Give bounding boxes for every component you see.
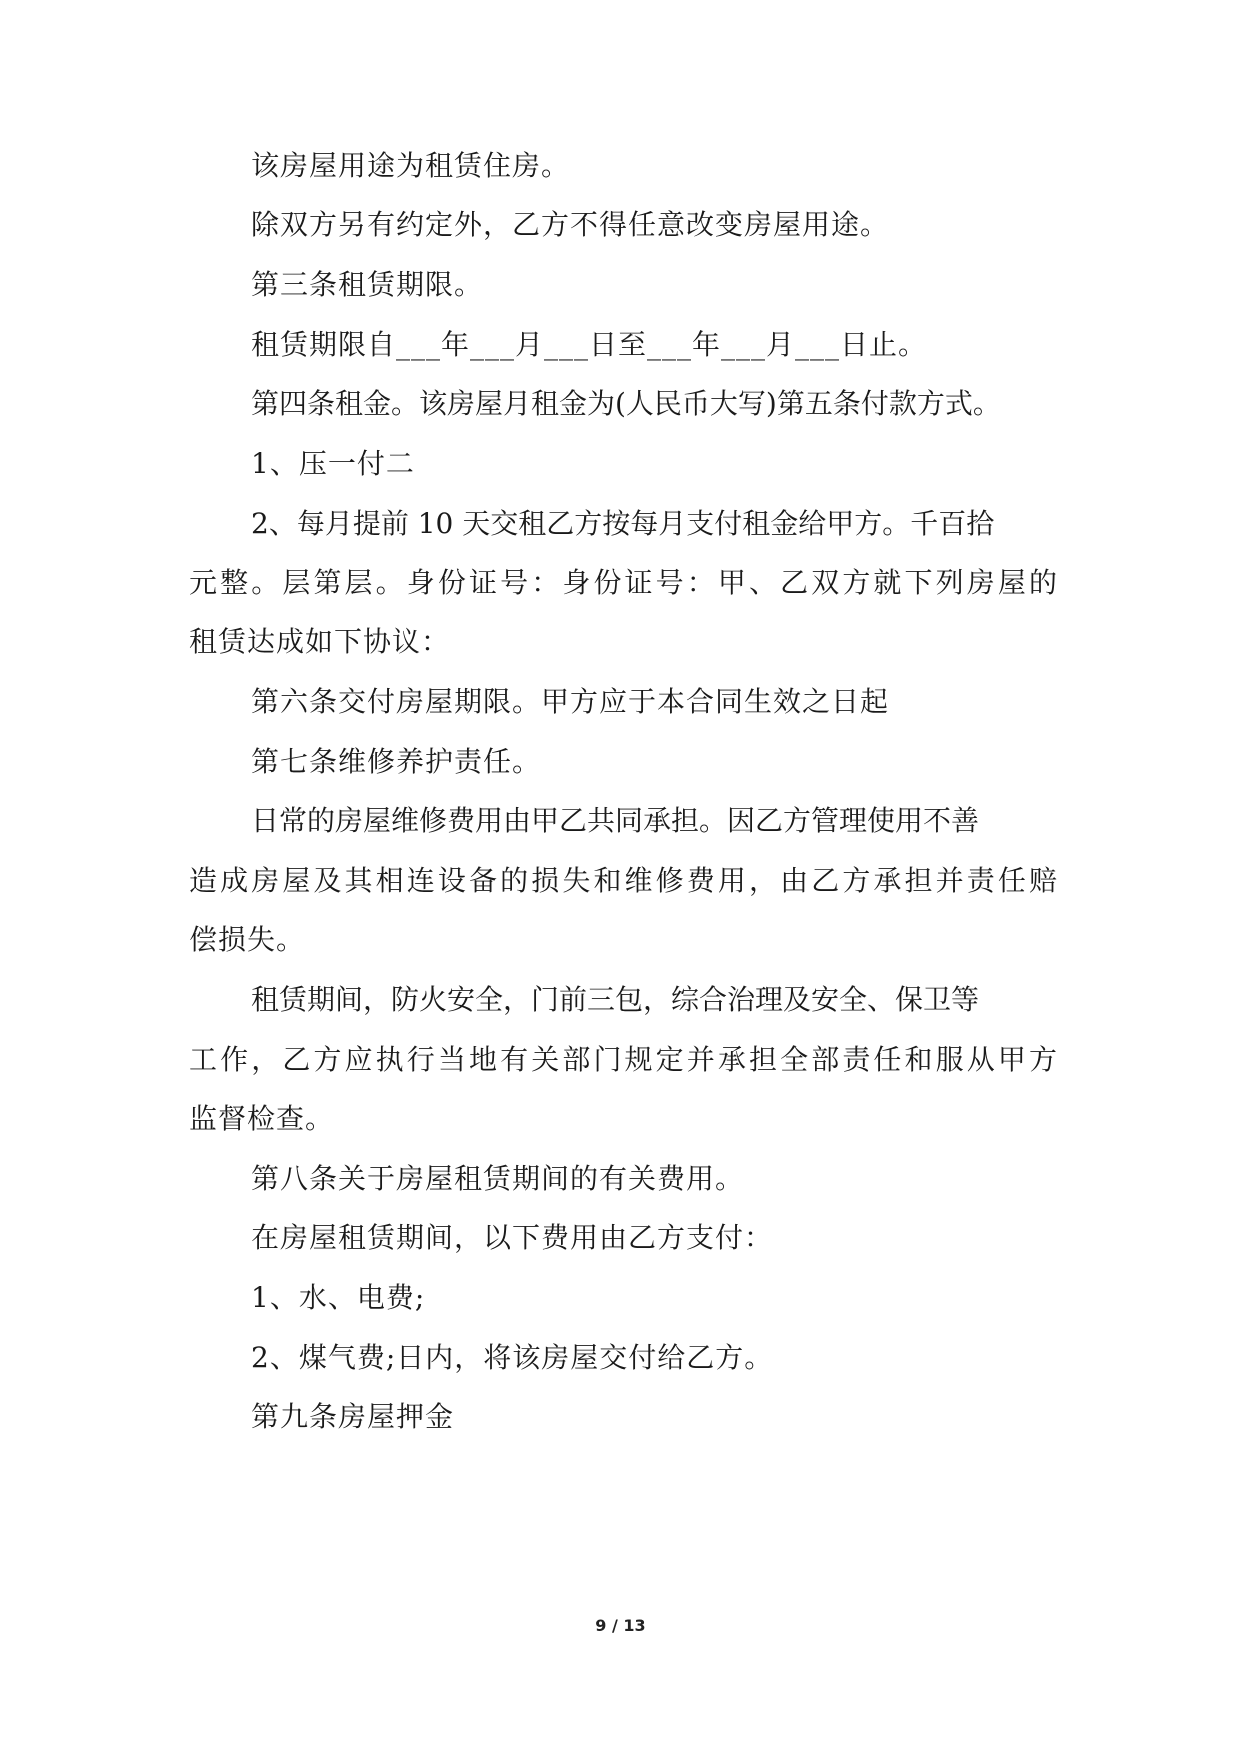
paragraph-line [0, 682, 1241, 722]
line-text: 除双方另有约定外，乙方不得任意改变房屋用途。 [251, 208, 890, 241]
line-text: 租赁期间，防火安全，门前三包，综合治理及安全、保卫等 [251, 983, 980, 1016]
line-text: 第七条维修养护责任。 [251, 745, 542, 778]
line-text: 第三条租赁期限。 [251, 268, 484, 301]
paragraph-line [0, 801, 1241, 841]
paragraph-line [0, 444, 1241, 484]
paragraph-line [0, 504, 1241, 544]
line-text: 2、每月提前 10 天交租乙方按每月支付租金给甲方。千百拾 [251, 507, 995, 540]
line-text: 工作，乙方应执行当地有关部门规定并承担全部责任和服从甲方 [189, 1043, 1057, 1076]
paragraph-line [0, 1099, 1241, 1139]
line-text: 监督检查。 [189, 1102, 335, 1135]
paragraph-line [0, 384, 1241, 424]
paragraph-line [0, 1278, 1241, 1318]
paragraph-line [0, 1338, 1241, 1378]
paragraph-line [0, 980, 1241, 1020]
paragraph-line [0, 622, 1241, 662]
line-text: 在房屋租赁期间，以下费用由乙方支付： [251, 1221, 774, 1254]
paragraph-line [0, 146, 1241, 186]
paragraph-line [0, 742, 1241, 782]
line-text: 1、水、电费; [251, 1281, 426, 1314]
paragraph-line [0, 1040, 1241, 1080]
line-text: 租赁达成如下协议： [189, 625, 451, 658]
line-text: 第四条租金。该房屋月租金为(人民币大写)第五条付款方式。 [251, 387, 1001, 420]
line-text: 造成房屋及其相连设备的损失和维修费用，由乙方承担并责任赔 [189, 864, 1057, 897]
line-text: 2、煤气费;日内，将该房屋交付给乙方。 [251, 1341, 774, 1374]
paragraph-line [0, 920, 1241, 960]
paragraph-line [0, 325, 1241, 365]
paragraph-line [0, 205, 1241, 245]
line-text: 元整。层第层。身份证号：身份证号：甲、乙双方就下列房屋的 [189, 566, 1057, 599]
paragraph-line [0, 563, 1241, 603]
line-text: 第六条交付房屋期限。甲方应于本合同生效之日起 [251, 685, 890, 718]
line-text: 1、压一付二 [251, 447, 415, 480]
paragraph-line [0, 861, 1241, 901]
line-text: 租赁期限自___年___月___日至___年___月___日止。 [251, 328, 928, 361]
line-text: 第八条关于房屋租赁期间的有关费用。 [251, 1162, 745, 1195]
line-text: 偿损失。 [189, 923, 306, 956]
paragraph-line [0, 1159, 1241, 1199]
paragraph-line [0, 1397, 1241, 1437]
page-number: 9 / 13 [595, 1616, 646, 1635]
line-text: 第九条房屋押金 [251, 1400, 455, 1433]
line-text: 该房屋用途为租赁住房。 [251, 149, 571, 182]
paragraph-line [0, 265, 1241, 305]
line-text: 日常的房屋维修费用由甲乙共同承担。因乙方管理使用不善 [251, 804, 980, 837]
paragraph-line [0, 1218, 1241, 1258]
